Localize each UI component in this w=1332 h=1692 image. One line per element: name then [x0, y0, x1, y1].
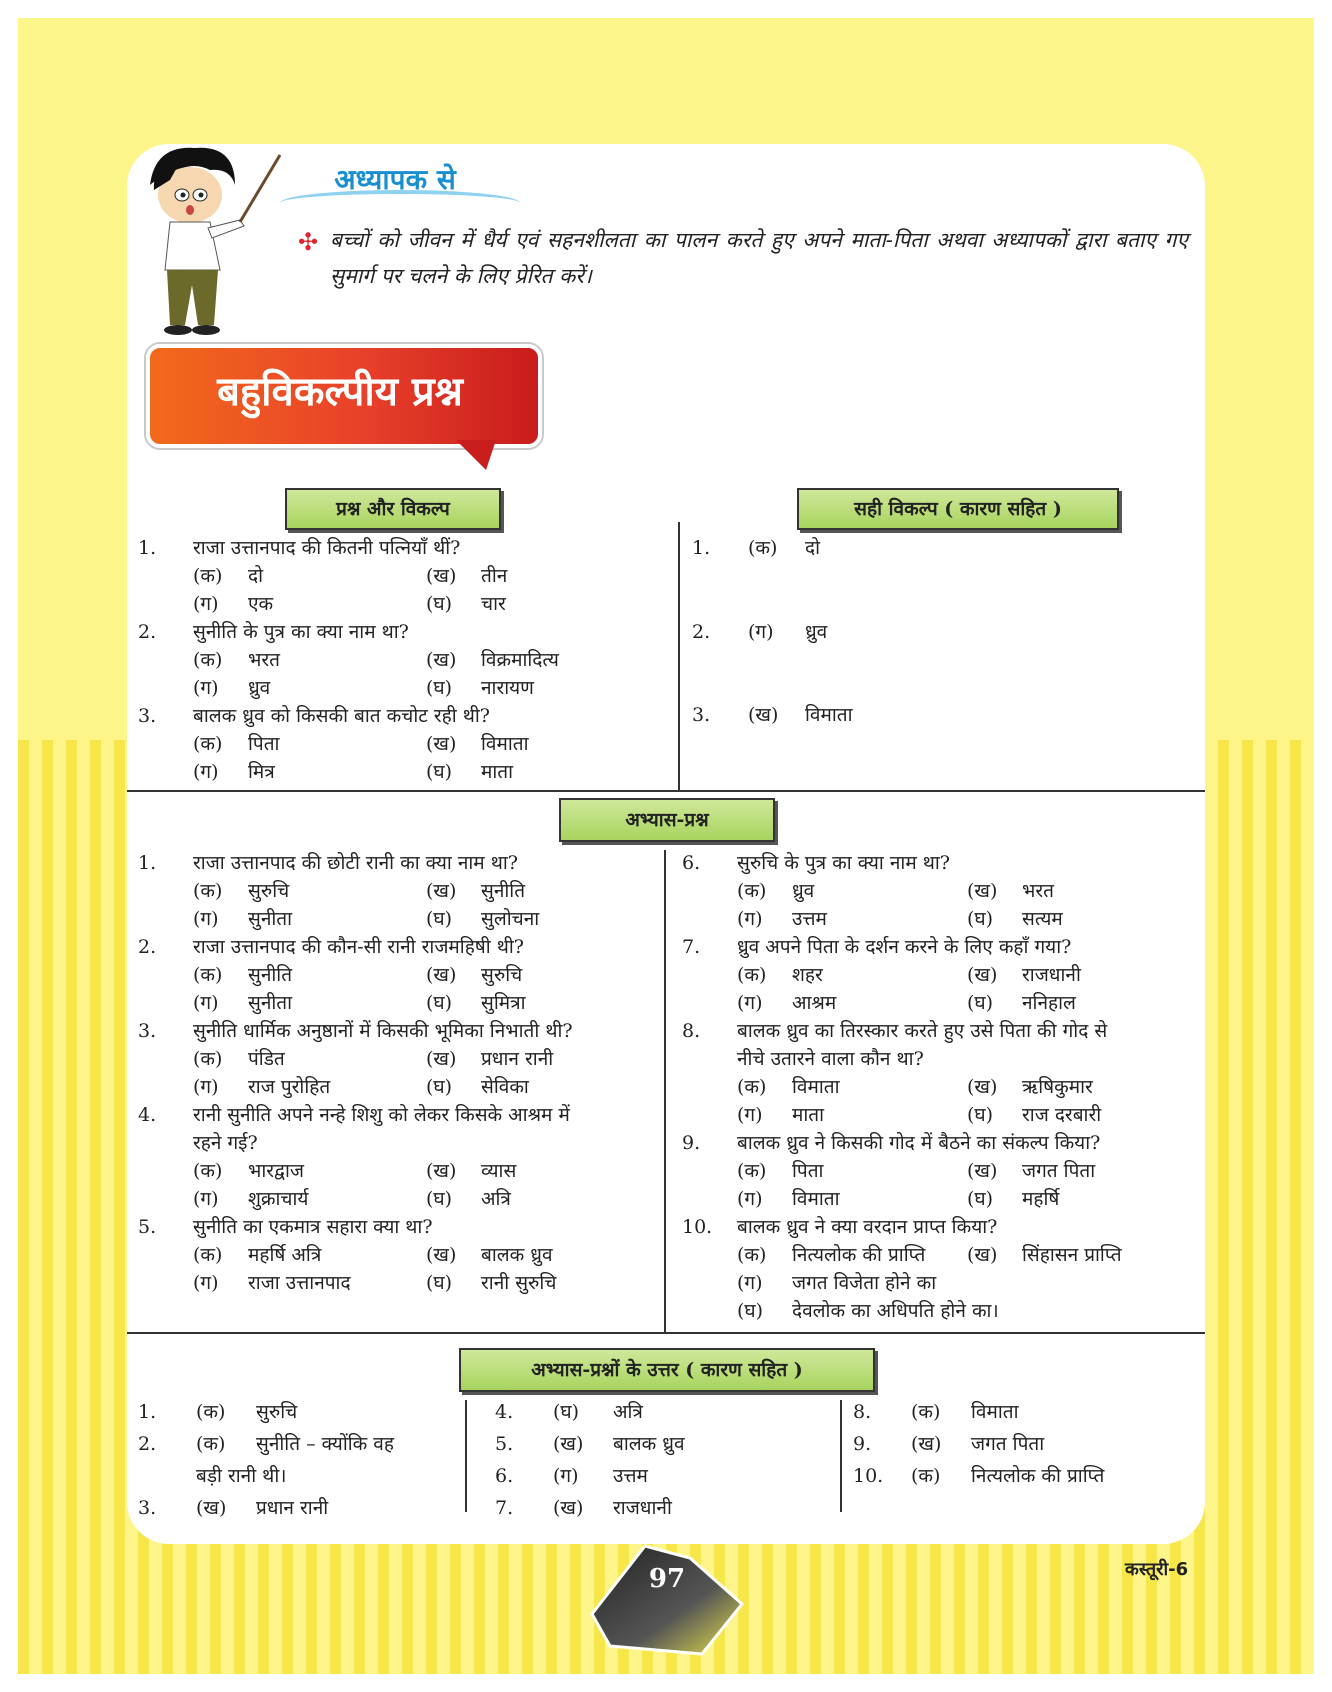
option-text: सुनीति: [481, 880, 526, 902]
page-number-badge: [590, 1544, 744, 1656]
option-text: रानी सुरुचि: [481, 1272, 557, 1294]
answer-label: (ख): [553, 1433, 584, 1455]
option-text: सुनीता: [248, 908, 293, 930]
teacher-illustration: [140, 140, 290, 340]
option-text: ऋषिकुमार: [1022, 1076, 1093, 1098]
answer-text-cont: बड़ी रानी थी।: [196, 1465, 287, 1487]
option-text: भरत: [1022, 880, 1054, 902]
option-label: (ख): [967, 1160, 998, 1182]
option-text: महर्षि: [1022, 1188, 1060, 1210]
option-label: (घ): [426, 1076, 453, 1098]
practice-heading: अभ्यास-प्रश्न: [559, 798, 775, 842]
option-label: (क): [193, 1244, 223, 1266]
option-label: (ख): [426, 565, 457, 587]
option-text: प्रधान रानी: [481, 1048, 554, 1070]
option-label: (क): [193, 649, 223, 671]
option-label: (क): [193, 1048, 223, 1070]
answer-text: राजधानी: [613, 1497, 672, 1519]
answer-text: सुरुचि: [256, 1401, 298, 1423]
answer-text: बालक ध्रुव: [613, 1433, 685, 1455]
mcq-banner: [146, 344, 546, 448]
answer-label: (ख): [196, 1497, 227, 1519]
answer-label: (ग): [553, 1465, 579, 1487]
answer-label: (ग): [748, 621, 774, 643]
answer-number: 1.: [692, 537, 711, 559]
question-text: राजा उत्तानपाद की छोटी रानी का क्या नाम था?: [193, 852, 518, 874]
page-number-shape: [590, 1544, 744, 1656]
question-number: 2.: [138, 936, 157, 958]
option-label: (क): [193, 964, 223, 986]
option-label: (घ): [426, 1188, 453, 1210]
teacher-section-title: अध्यापक से: [334, 163, 456, 196]
option-text: सिंहासन प्राप्ति: [1022, 1244, 1122, 1266]
option-label: (ग): [193, 593, 219, 615]
option-text: सत्यम: [1022, 908, 1063, 930]
option-label: (क): [737, 964, 767, 986]
option-text: तीन: [481, 565, 508, 587]
answer-label: (ख): [553, 1497, 584, 1519]
question-number: 8.: [682, 1020, 701, 1042]
section-rule-2: [127, 1332, 1205, 1334]
option-label: (ख): [967, 1076, 998, 1098]
option-text: जगत पिता: [1022, 1160, 1096, 1182]
option-label: (ख): [426, 733, 457, 755]
answer-label: (क): [748, 537, 778, 559]
answer-text: विमाता: [805, 704, 853, 726]
option-label: (ग): [193, 908, 219, 930]
option-label: (ग): [193, 1272, 219, 1294]
question-text: सुनीति के पुत्र का क्या नाम था?: [193, 621, 409, 643]
option-text: सेविका: [481, 1076, 529, 1098]
option-text: सुनीति: [248, 964, 293, 986]
answers-divider-2: [840, 1400, 842, 1512]
option-text: विक्रमादित्य: [481, 649, 559, 671]
option-text: राजा उत्तानपाद: [248, 1272, 351, 1294]
book-name: कस्तूरी-6: [1125, 1559, 1189, 1580]
question-text: बालक ध्रुव का तिरस्कार करते हुए उसे पिता की गोद से: [737, 1020, 1108, 1042]
option-label: (घ): [426, 761, 453, 783]
question-text: सुरुचि के पुत्र का क्या नाम था?: [737, 852, 950, 874]
option-text: ध्रुव: [792, 880, 815, 902]
question-text: सुनीति का एकमात्र सहारा क्या था?: [193, 1216, 433, 1238]
answer-label: (क): [196, 1401, 226, 1423]
answer-label: (क): [196, 1433, 226, 1455]
option-label: (क): [193, 880, 223, 902]
option-text: राज दरबारी: [1022, 1104, 1102, 1126]
question-text: बालक ध्रुव ने किसकी गोद में बैठने का संकल्प किया?: [737, 1132, 1101, 1154]
option-label: (ख): [426, 649, 457, 671]
answer-number: 9.: [853, 1433, 872, 1455]
option-text: सुमित्रा: [481, 992, 526, 1014]
option-text: शुक्राचार्य: [248, 1188, 309, 1210]
option-label: (ख): [426, 880, 457, 902]
answer-text: विमाता: [971, 1401, 1019, 1423]
option-label: (क): [737, 1244, 767, 1266]
option-label: (ख): [967, 964, 998, 986]
option-text: सुनीता: [248, 992, 293, 1014]
practice-answers-heading: अभ्यास-प्रश्नों के उत्तर ( कारण सहित ): [459, 1348, 875, 1392]
option-text: महर्षि अत्रि: [248, 1244, 322, 1266]
answer-number: 2.: [138, 1433, 157, 1455]
question-text: सुनीति धार्मिक अनुष्ठानों में किसकी भूमिका निभाती थी?: [193, 1020, 573, 1042]
option-text: सुरुचि: [481, 964, 523, 986]
option-label: (घ): [426, 908, 453, 930]
question-number: 4.: [138, 1104, 157, 1126]
option-label: (ख): [967, 880, 998, 902]
option-text: देवलोक का अधिपति होने का।: [792, 1300, 999, 1322]
option-label: (क): [737, 1160, 767, 1182]
option-label: (क): [193, 733, 223, 755]
option-label: (ग): [737, 992, 763, 1014]
question-number: 5.: [138, 1216, 157, 1238]
option-label: (ख): [426, 1244, 457, 1266]
answer-label: (ख): [911, 1433, 942, 1455]
answers-divider-1: [465, 1400, 467, 1512]
option-label: (ख): [426, 1048, 457, 1070]
answer-text: दो: [805, 537, 821, 559]
option-text: आश्रम: [792, 992, 837, 1014]
option-label: (क): [193, 565, 223, 587]
option-text: माता: [792, 1104, 825, 1126]
question-number: 3.: [138, 1020, 157, 1042]
option-text: चार: [481, 593, 506, 615]
answer-number: 2.: [692, 621, 711, 643]
option-label: (घ): [426, 593, 453, 615]
option-text: जगत विजेता होने का: [792, 1272, 937, 1294]
option-label: (घ): [967, 992, 994, 1014]
option-label: (ग): [737, 1104, 763, 1126]
option-text: अत्रि: [481, 1188, 511, 1210]
mcq-divider: [678, 522, 680, 790]
option-text: व्यास: [481, 1160, 517, 1182]
option-text: पिता: [248, 733, 280, 755]
question-text: बालक ध्रुव को किसकी बात कचोट रही थी?: [193, 705, 490, 727]
option-text: सुलोचना: [481, 908, 540, 930]
option-text: पंडित: [248, 1048, 285, 1070]
option-text: राजधानी: [1022, 964, 1081, 986]
option-label: (ख): [426, 1160, 457, 1182]
mcq-answers-heading: सही विकल्प ( कारण सहित ): [797, 488, 1119, 530]
option-label: (घ): [426, 677, 453, 699]
question-text-cont: नीचे उतारने वाला कौन था?: [737, 1048, 924, 1070]
option-text: भरत: [248, 649, 280, 671]
answer-number: 8.: [853, 1401, 872, 1423]
answer-text: नित्यलोक की प्राप्ति: [971, 1465, 1105, 1487]
option-label: (घ): [967, 908, 994, 930]
question-text: बालक ध्रुव ने क्या वरदान प्राप्त किया?: [737, 1216, 998, 1238]
question-number: 9.: [682, 1132, 701, 1154]
option-text: बालक ध्रुव: [481, 1244, 553, 1266]
answer-label: (क): [911, 1465, 941, 1487]
question-number: 2.: [138, 621, 157, 643]
option-text: शहर: [792, 964, 823, 986]
answer-number: 3.: [692, 704, 711, 726]
option-text: माता: [481, 761, 514, 783]
option-text: विमाता: [792, 1076, 840, 1098]
question-number: 6.: [682, 852, 701, 874]
answer-number: 3.: [138, 1497, 157, 1519]
answer-label: (क): [911, 1401, 941, 1423]
question-number: 10.: [682, 1216, 713, 1238]
question-text: रानी सुनीति अपने नन्हे शिशु को लेकर किसके आश्रम में: [193, 1104, 570, 1126]
answer-number: 6.: [495, 1465, 514, 1487]
option-label: (घ): [967, 1188, 994, 1210]
option-label: (क): [737, 880, 767, 902]
option-text: नित्यलोक की प्राप्ति: [792, 1244, 926, 1266]
option-text: दो: [248, 565, 264, 587]
option-label: (ग): [737, 1188, 763, 1210]
question-text: राजा उत्तानपाद की कितनी पत्नियाँ थीं?: [193, 537, 461, 559]
answer-number: 5.: [495, 1433, 514, 1455]
question-number: 7.: [682, 936, 701, 958]
section-rule-1: [127, 790, 1205, 792]
option-text: ननिहाल: [1022, 992, 1076, 1014]
option-label: (घ): [967, 1104, 994, 1126]
option-label: (ख): [426, 964, 457, 986]
answer-text: जगत पिता: [971, 1433, 1045, 1455]
banner-tail: [456, 440, 496, 470]
answer-label: (घ): [553, 1401, 580, 1423]
option-label: (ग): [737, 1272, 763, 1294]
option-label: (ग): [737, 908, 763, 930]
answer-number: 4.: [495, 1401, 514, 1423]
option-label: (ग): [193, 1188, 219, 1210]
option-label: (ग): [193, 992, 219, 1014]
bullet-icon: ✣: [298, 228, 319, 256]
banner-title: बहुविकल्पीय प्रश्न: [217, 369, 463, 415]
option-text: मित्र: [248, 761, 275, 783]
option-text: विमाता: [792, 1188, 840, 1210]
question-number: 3.: [138, 705, 157, 727]
option-text: विमाता: [481, 733, 529, 755]
option-text: ध्रुव: [248, 677, 271, 699]
question-text: राजा उत्तानपाद की कौन-सी रानी राजमहिषी थी?: [193, 936, 524, 958]
option-label: (घ): [426, 992, 453, 1014]
question-number: 1.: [138, 537, 157, 559]
question-text: ध्रुव अपने पिता के दर्शन करने के लिए कहाँ गया?: [737, 936, 1072, 958]
question-text-cont: रहने गई?: [193, 1132, 258, 1154]
answer-text: प्रधान रानी: [256, 1497, 329, 1519]
option-label: (घ): [426, 1272, 453, 1294]
option-label: (घ): [737, 1300, 764, 1322]
question-number: 1.: [138, 852, 157, 874]
title-swoosh: [280, 190, 520, 216]
option-label: (ख): [967, 1244, 998, 1266]
teacher-note: बच्चों को जीवन में धैर्य एवं सहनशीलता का पालन करते हुए अपने माता-पिता अथवा अध्यापकों द्वारा बताए गए सुमार्ग पर चलने के लिए प्रेरित करें।: [330, 228, 1188, 288]
option-text: भारद्वाज: [248, 1160, 304, 1182]
answer-text: उत्तम: [613, 1465, 648, 1487]
answer-text: ध्रुव: [805, 621, 828, 643]
option-label: (ग): [193, 677, 219, 699]
answer-text: सुनीति – क्योंकि वह: [256, 1433, 394, 1455]
option-text: उत्तम: [792, 908, 827, 930]
practice-divider: [664, 850, 666, 1332]
answer-label: (ख): [748, 704, 779, 726]
option-label: (क): [193, 1160, 223, 1182]
answer-number: 7.: [495, 1497, 514, 1519]
answer-number: 1.: [138, 1401, 157, 1423]
answer-text: अत्रि: [613, 1401, 643, 1423]
mcq-questions-heading: प्रश्न और विकल्प: [285, 488, 501, 530]
option-text: एक: [248, 593, 274, 615]
option-label: (ग): [193, 761, 219, 783]
option-label: (ग): [193, 1076, 219, 1098]
option-text: राज पुरोहित: [248, 1076, 331, 1098]
page-number: 97: [648, 1564, 686, 1594]
option-text: नारायण: [481, 677, 534, 699]
option-label: (क): [737, 1076, 767, 1098]
option-text: सुरुचि: [248, 880, 290, 902]
option-text: पिता: [792, 1160, 824, 1182]
answer-number: 10.: [853, 1465, 884, 1487]
